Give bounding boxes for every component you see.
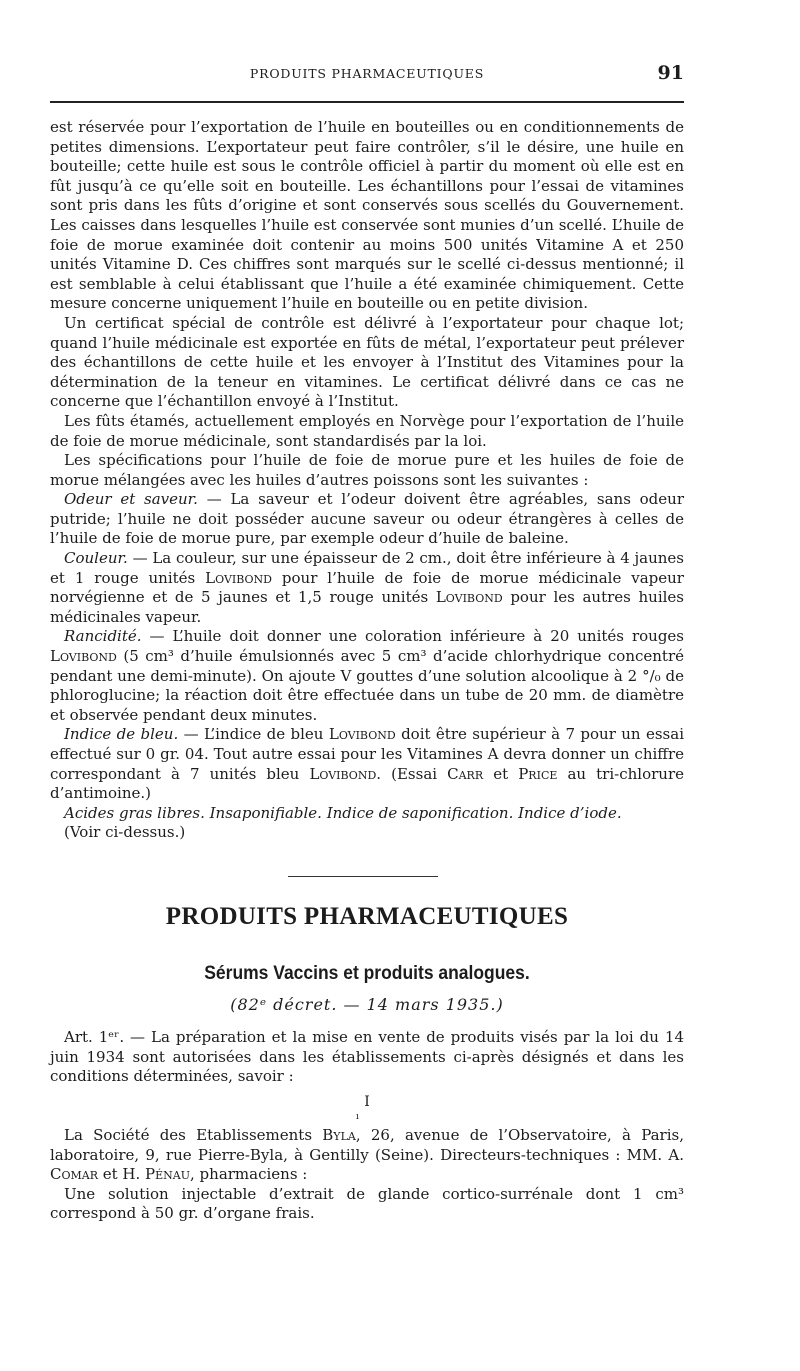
byla-name: Byla	[322, 1126, 356, 1144]
comar-name: Comar	[50, 1165, 98, 1184]
society-text-a: La Société des Etablissements	[64, 1126, 323, 1144]
roman-numeral: I	[364, 1094, 370, 1110]
society-text-b: , 26, avenue de l’Observatoire, à Paris, laboratoire, 9, rue Pierre-Byla, à Gentilly (Seine). Directeurs-techniques : MM. A.	[50, 1126, 684, 1164]
rancidite-text-b: (5 cm³ d’huile émulsionnés avec 5 cm³ d’acide chlorhydrique concentré pendant une demi-minute). On ajoute V gouttes d’une solution alcoolique à 2 °/₀ de phloroglucine; la réaction doit être effectuée dans un tube de 20 mm. de diamètre et observée pendant deux minutes.	[50, 647, 684, 724]
paragraph-acides: Acides gras libres. Insaponifiable. Indice de saponification. Indice d’iode.	[64, 803, 622, 822]
paragraph-futs: Les fûts étamés, actuellement employés en Norvège pour l’exportation de l’huile de foie de morue médicinale, sont standardisés par la loi.	[50, 411, 684, 450]
penau-name: Pénau	[145, 1165, 191, 1184]
odeur-label: Odeur et saveur.	[64, 490, 198, 509]
rancidite-text-a: — L’huile doit donner une coloration inférieure à 20 unités rouges	[141, 627, 684, 646]
solution-paragraph: Une solution injectable d’extrait de glande cortico-surrénale dont 1 cm³ correspond à 50 gr. d’organe frais.	[50, 1184, 684, 1223]
paragraph-odeur	[50, 490, 684, 549]
page-number: 91	[657, 62, 684, 84]
couleur-text-b: pour l’huile de foie de morue médicinale vapeur norvégienne et de 5 jaunes et 1,5 rouge unités	[50, 568, 684, 607]
paragraph-certificat: Un certificat spécial de contrôle est délivré à l’exportateur pour chaque lot; quand l’huile médicinale est exportée en fûts de métal, l’exportateur peut prélever des échantillons de cette huile et les envoyer à l’Institut des Vitamines pour la détermination de la teneur en vitamines. Le certificat délivré dans ce cas ne concerne que l’échantillon envoyé à l’Institut.	[50, 313, 684, 411]
bleu-text-d: et	[483, 764, 519, 783]
carr-name: Carr	[447, 764, 484, 783]
lovibond-name: Lovibond	[328, 725, 396, 744]
decree-reference: (82ᵉ décret. — 14 mars 1935.)	[230, 995, 504, 1014]
couleur-text-a: — La couleur, sur une épaisseur de 2 cm., doit être inférieure à 4 jaunes et 1 rouge unités	[50, 549, 684, 587]
lovibond-name: Lovibond	[435, 588, 503, 607]
header-rule	[50, 101, 684, 103]
rancidite-label: Rancidité.	[64, 627, 142, 646]
lovibond-name: Lovibond	[205, 568, 272, 587]
society-text-d: , pharmaciens :	[190, 1165, 308, 1184]
odeur-text: — La saveur et l’odeur doivent être agréables, sans odeur putride; l’huile ne doit posséder aucune saveur ou odeur étrangères à celles de l’huile de foie de morue pure, par exemple odeur d’huile de baleine.	[50, 490, 684, 548]
section-subtitle: Sérums Vaccins et produits analogues.	[204, 963, 530, 984]
article-text: Art. 1ᵉʳ. — La préparation et la mise en vente de produits visés par la loi du 14 juin 1934 sont autorisées dans les établissements ci-après désignés et dans les conditions déterminées, savoir :	[50, 1028, 684, 1086]
society-paragraph	[50, 1126, 684, 1185]
price-name: Price	[518, 764, 558, 783]
couleur-text-c: pour les autres huiles médicinales vapeur.	[50, 588, 685, 626]
paragraph-voir: (Voir ci-dessus.)	[64, 823, 186, 842]
paragraph-rancidite	[50, 627, 684, 725]
body-text	[50, 118, 684, 843]
running-head: PRODUITS PHARMACEUTIQUES	[249, 66, 485, 81]
society-entry	[50, 1126, 684, 1224]
page-header	[50, 62, 684, 86]
society-text-c: et H.	[97, 1165, 146, 1184]
section-divider	[288, 876, 438, 877]
paragraph-indice-bleu	[50, 725, 684, 803]
couleur-label: Couleur.	[64, 549, 128, 568]
bleu-text-b: doit être supérieur à 7 pour un essai effectué sur 0 gr. 04. Tout autre essai pour les Vitamines A devra donner un chiffre correspondant à 7 unités bleu	[50, 725, 684, 783]
lovibond-name: Lovibond	[50, 647, 117, 666]
bleu-text-e: au tri-chlorure d’antimoine.)	[50, 764, 684, 803]
print-mark: ı	[356, 1112, 359, 1122]
lovibond-name: Lovibond	[309, 764, 377, 783]
bleu-text-a: — L’indice de bleu	[178, 725, 329, 744]
article-one	[50, 1028, 684, 1087]
paragraph-export: est réservée pour l’exportation de l’huile en bouteilles ou en conditionnements de petites dimensions. L’exportateur peut faire contrôler, s’il le désire, une huile en bouteille; cette huile est sous le contrôle officiel à partir du moment où elle est en fût jusqu’à ce qu’elle soit en bouteille. Les échantillons pour l’essai de vitamines sont pris dans les fûts d’origine et sont conservés sous scellés du Gouvernement. Les caisses dans lesquelles l’huile est conservée sont munies d’un scellé. L’huile de foie de morue examinée doit contenir au moins 500 unités Vitamine A et 250 unités Vitamine D. Ces chiffres sont marqués sur le scellé ci-dessus mentionné; il est semblable à celui établissant que l’huile a été examinée chimiquement. Cette mesure concerne uniquement l’huile en bouteille ou en petite division.	[50, 118, 684, 313]
bleu-text-c: . (Essai	[376, 764, 448, 783]
paragraph-couleur	[50, 549, 684, 627]
paragraph-specifications: Les spécifications pour l’huile de foie de morue pure et les huiles de foie de morue mélangées avec les huiles d’autres poissons sont les suivantes :	[50, 451, 684, 489]
bleu-label: Indice de bleu.	[64, 725, 179, 744]
section-title: PRODUITS PHARMACEUTIQUES	[165, 903, 569, 930]
